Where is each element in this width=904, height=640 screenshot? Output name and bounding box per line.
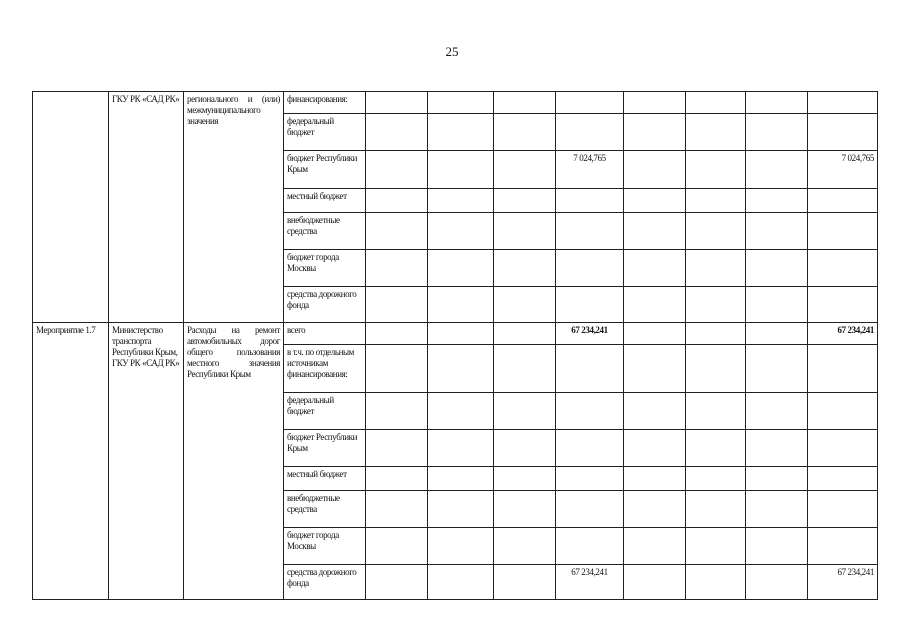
description-cell: Расходы на ремонт автомобильных дорог общего пользования местного значения Республики Крым [184, 323, 284, 600]
column-total-value [808, 491, 878, 528]
source-cell: средства дорожного фонда [284, 287, 366, 323]
column-total-value [808, 393, 878, 430]
column-total-value [808, 287, 878, 323]
description-cell: регионального и (или) межмуниципального значения [184, 92, 284, 323]
source-cell: бюджет Республики Крым [284, 430, 366, 467]
column-total-value: 67 234,241 [808, 565, 878, 600]
source-cell: местный бюджет [284, 189, 366, 213]
total-value: 67 234,241 [556, 323, 624, 345]
column-total-value: 67 234,241 [808, 323, 878, 345]
total-value [556, 189, 624, 213]
column-total-value [808, 213, 878, 250]
total-value: 7 024,765 [556, 151, 624, 189]
source-cell: средства дорожного фонда [284, 565, 366, 600]
column-total-value [808, 467, 878, 491]
total-value [556, 250, 624, 287]
executor-cell: ГКУ РК «САД РК» [109, 92, 184, 323]
source-cell: бюджет города Москвы [284, 528, 366, 565]
budget-table [32, 91, 878, 600]
measure-cell [33, 92, 109, 323]
page-number: 25 [445, 44, 459, 59]
column-total-value: 7 024,765 [808, 151, 878, 189]
executor-cell: Министерство транспорта Республики Крым, ГКУ РК «САД РК» [109, 323, 184, 600]
total-value [556, 467, 624, 491]
total-value [556, 345, 624, 393]
total-value [556, 213, 624, 250]
source-cell: бюджет Республики Крым [284, 151, 366, 189]
column-total-value [808, 345, 878, 393]
column-total-value [808, 528, 878, 565]
column-total-value [808, 430, 878, 467]
total-value [556, 393, 624, 430]
column-total-value [808, 92, 878, 114]
total-value: 67 234,241 [556, 565, 624, 600]
source-cell: внебюджетные средства [284, 491, 366, 528]
column-total-value [808, 114, 878, 151]
total-value [556, 491, 624, 528]
table-row [33, 323, 878, 345]
table-row [33, 92, 878, 114]
source-cell: бюджет города Москвы [284, 250, 366, 287]
column-total-value [808, 189, 878, 213]
total-value [556, 430, 624, 467]
source-cell: федеральный бюджет [284, 114, 366, 151]
column-total-value [808, 250, 878, 287]
total-value [556, 92, 624, 114]
source-cell: местный бюджет [284, 467, 366, 491]
source-cell: внебюджетные средства [284, 213, 366, 250]
total-value [556, 114, 624, 151]
total-value [556, 528, 624, 565]
total-value [556, 287, 624, 323]
source-cell: финансирования: [284, 92, 366, 114]
source-cell: федеральный бюджет [284, 393, 366, 430]
source-cell: всего [284, 323, 366, 345]
source-cell: в т.ч. по отдельным источникам финансирования: [284, 345, 366, 393]
measure-cell: Мероприятие 1.7 [33, 323, 109, 600]
